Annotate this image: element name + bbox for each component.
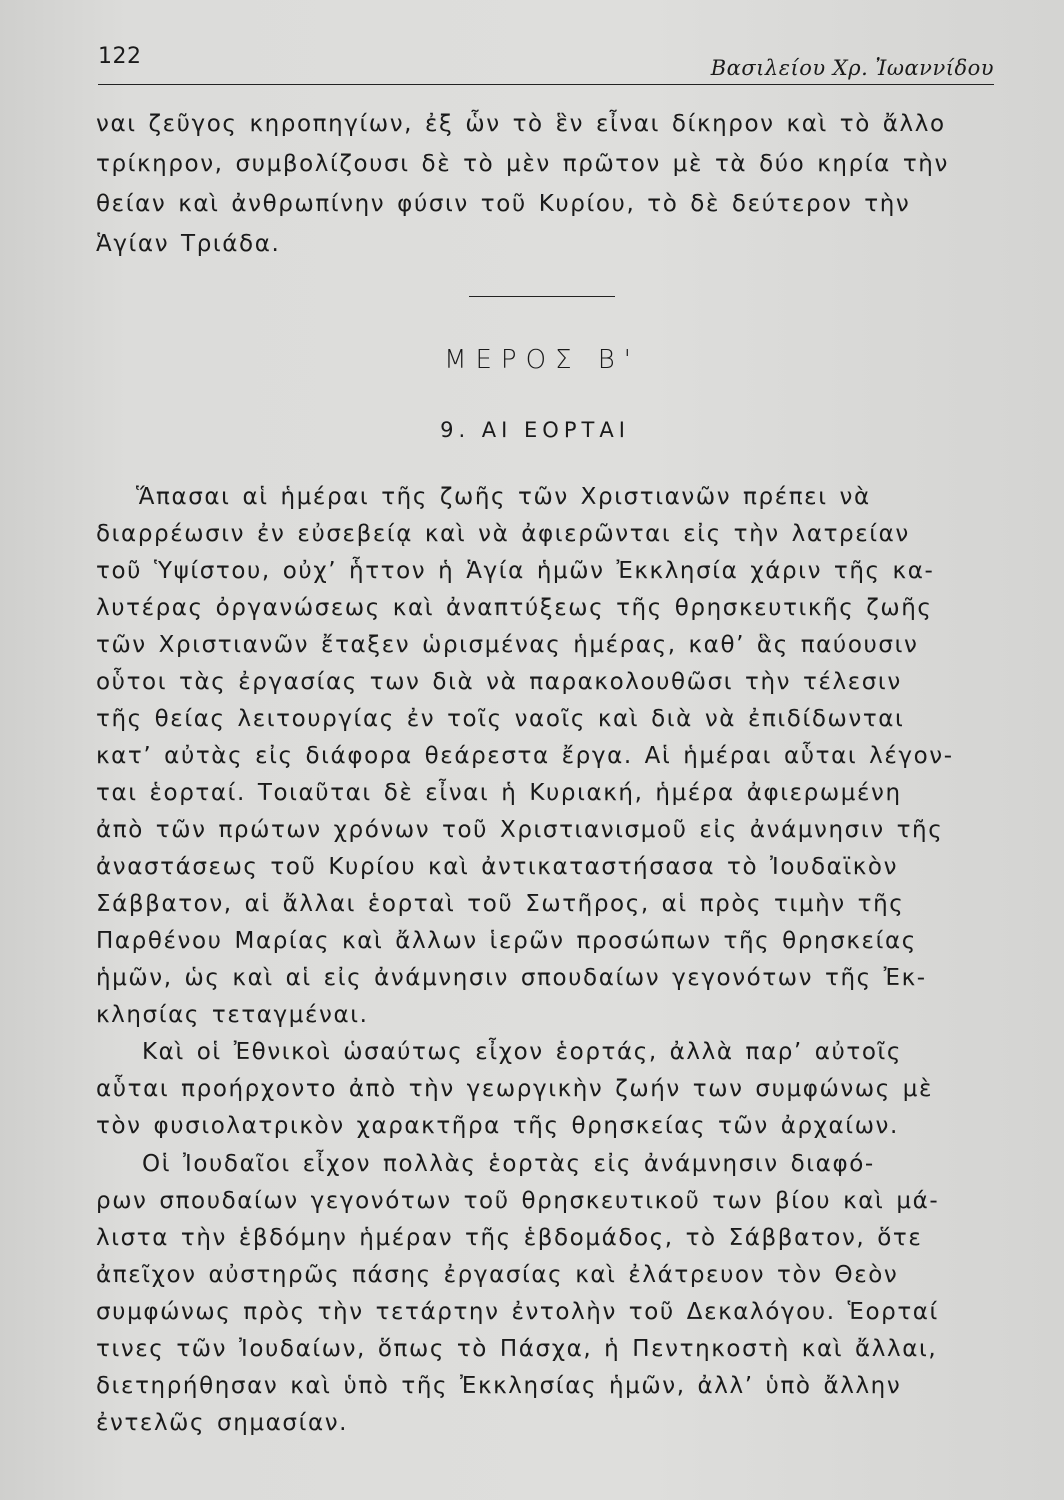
section-separator [469,296,615,297]
text-line: αὗται προήρχοντο ἀπὸ τὴν γεωργικὴν ζωήν των συμφώνως μὲ [96,1076,933,1102]
text-line: κατ’ αὐτὰς εἰς διάφορα θεάρεστα ἔργα. Αἱ ἡμέραι αὗται λέγον- [96,743,954,769]
part-title: ΜΕΡΟΣ Β' [444,345,640,375]
text-line: τῶν Χριστιανῶν ἔταξεν ὡρισμένας ἡμέρας, καθ’ ἃς παύουσιν [96,632,919,658]
running-head: Βασιλείου Χρ. Ἰωαννίδου [710,56,994,80]
text-line: ἀπεῖχον αὐστηρῶς πάσης ἐργασίας καὶ ἐλάτρευον τὸν Θεὸν [96,1262,899,1288]
text-line: ἐντελῶς σημασίαν. [96,1410,349,1436]
text-line: τρίκηρον, συμβολίζουσι δὲ τὸ μὲν πρῶτον μὲ τὰ δύο κηρία τὴν [96,151,949,177]
text-line: ται ἑορταί. Τοιαῦται δὲ εἶναι ἡ Κυριακή, ἡμέρα ἀφιερωμένη [96,780,902,806]
text-line: οὗτοι τὰς ἐργασίας των διὰ νὰ παρακολουθῶσι τὴν τέλεσιν [96,669,902,695]
page-header [98,42,994,86]
text-line: ἡμῶν, ὡς καὶ αἱ εἰς ἀνάμνησιν σπουδαίων γεγονότων τῆς Ἐκ- [96,965,927,991]
text-line: συμφώνως πρὸς τὴν τετάρτην ἐντολὴν τοῦ Δεκαλόγου. Ἑορταί [96,1299,939,1325]
text-line: διαρρέωσιν ἐν εὐσεβείᾳ καὶ νὰ ἀφιερῶνται εἰς τὴν λατρείαν [96,521,910,547]
text-line: ἀπὸ τῶν πρώτων χρόνων τοῦ Χριστιανισμοῦ εἰς ἀνάμνησιν τῆς [96,817,944,843]
text-line: Καὶ οἱ Ἐθνικοὶ ὡσαύτως εἶχον ἑορτάς, ἀλλὰ παρ’ αὐτοῖς [142,1039,903,1065]
text-line: Ἁγίαν Τριάδα. [96,231,281,257]
text-line: Ἅπασαι αἱ ἡμέραι τῆς ζωῆς τῶν Χριστιανῶν πρέπει νὰ [136,484,871,510]
section-title: 9. ΑΙ ΕΟΡΤΑΙ [440,418,630,442]
text-line: Οἱ Ἰουδαῖοι εἶχον πολλὰς ἑορτὰς εἰς ἀνάμνησιν διαφό- [142,1151,875,1177]
text-line: ρων σπουδαίων γεγονότων τοῦ θρησκευτικοῦ των βίου καὶ μά- [96,1188,940,1214]
text-line: τινες τῶν Ἰουδαίων, ὅπως τὸ Πάσχα, ἡ Πεντηκοστὴ καὶ ἄλλαι, [96,1336,938,1362]
text-line: ἀναστάσεως τοῦ Κυρίου καὶ ἀντικαταστήσασα τὸ Ἰουδαϊκὸν [96,854,899,880]
text-line: θείαν καὶ ἀνθρωπίνην φύσιν τοῦ Κυρίου, τὸ δὲ δεύτερον τὴν [96,191,911,217]
text-line: τῆς θείας λειτουργίας ἐν τοῖς ναοῖς καὶ διὰ νὰ ἐπιδίδωνται [96,706,905,732]
text-line: τὸν φυσιολατρικὸν χαρακτῆρα τῆς θρησκείας τῶν ἀρχαίων. [96,1113,899,1139]
text-line: Παρθένου Μαρίας καὶ ἄλλων ἱερῶν προσώπων τῆς θρησκείας [96,928,917,954]
text-line: λιστα τὴν ἑβδόμην ἡμέραν τῆς ἑβδομάδος, τὸ Σάββατον, ὅτε [96,1225,923,1251]
text-line: ναι ζεῦγος κηροπηγίων, ἐξ ὧν τὸ ἓν εἶναι δίκηρον καὶ τὸ ἄλλο [96,111,946,137]
text-line: διετηρήθησαν καὶ ὑπὸ τῆς Ἐκκλησίας ἡμῶν, ἀλλ’ ὑπὸ ἄλλην [96,1373,902,1399]
header-rule [98,84,994,85]
text-line: τοῦ Ὑψίστου, οὐχ’ ἧττον ἡ Ἁγία ἡμῶν Ἐκκλησία χάριν τῆς κα- [96,558,935,584]
text-line: λυτέρας ὀργανώσεως καὶ ἀναπτύξεως τῆς θρησκευτικῆς ζωῆς [96,595,933,621]
text-line: κλησίας τεταγμέναι. [96,1002,369,1028]
text-line: Σάββατον, αἱ ἄλλαι ἑορταὶ τοῦ Σωτῆρος, αἱ πρὸς τιμὴν τῆς [96,891,905,917]
page-number: 122 [98,44,142,69]
